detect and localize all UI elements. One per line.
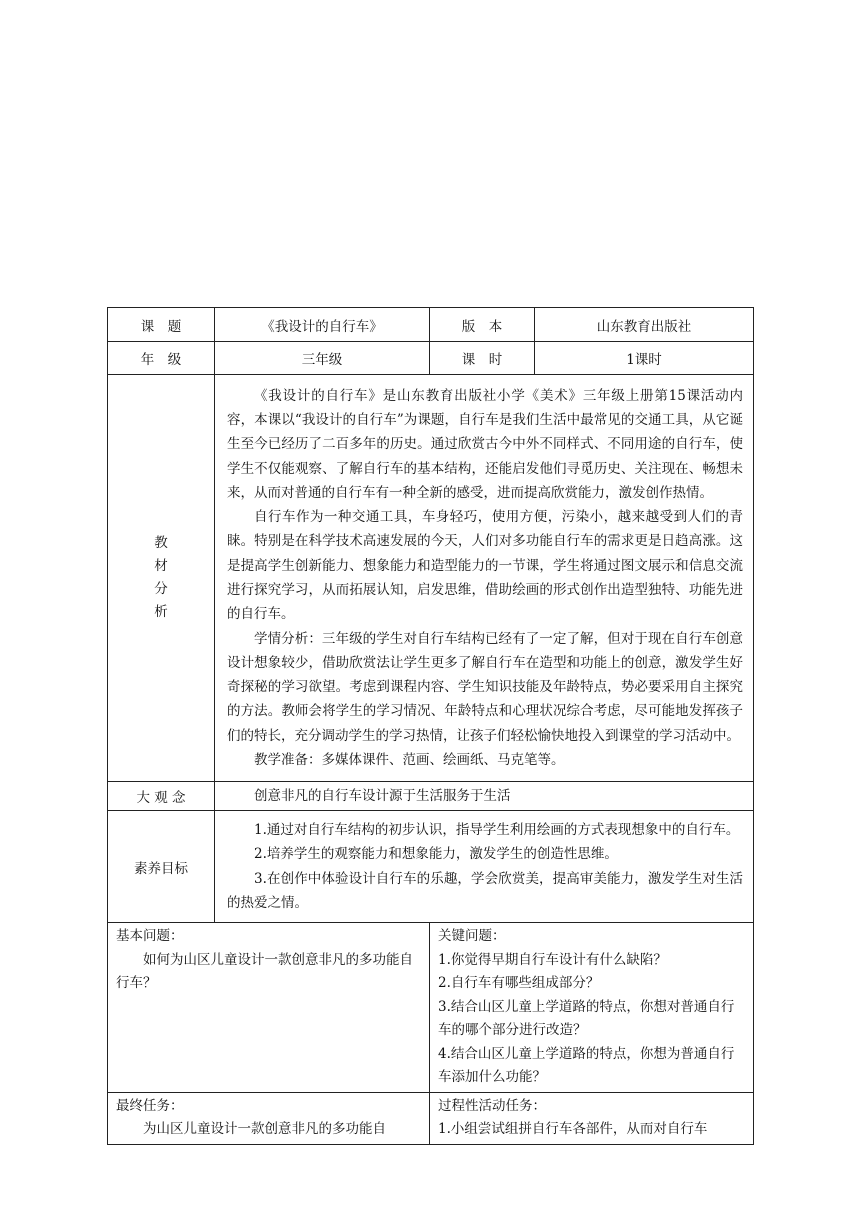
basic-question-text: 如何为山区儿童设计一款创意非凡的多功能自行车？ (116, 951, 413, 991)
key-questions-cell (430, 923, 754, 1093)
final-task-cell (108, 1092, 430, 1144)
analysis-paragraph: 《我设计的自行车》是山东教育出版社小学《美术》三年级上册第15课活动内容，本课以“我设计的自行车”为课题，自行车是我们生活中最常见的交通工具，从它诞生至今已经历了二百多年的历史。通过欣赏古今中外不同样式、不同用途的自行车，使学生不仅能观察、了解自行车的基本结构，还能启发他们寻觅历史、关注现在、畅想未来，从而对普通的自行车有一种全新的感受，进而提高欣赏能力，激发创作热情。 (227, 387, 743, 501)
title-row (108, 308, 754, 342)
analysis-label-char: 教 (154, 535, 168, 551)
analysis-label-char: 分 (154, 581, 168, 597)
lesson-plan-table (107, 307, 754, 1145)
grade-label: 年 级 (108, 342, 215, 375)
key-question-item: 4.结合山区儿童上学道路的特点，你想为普通自行车添加什么功能？ (438, 1045, 735, 1085)
big-idea-label: 大 观 念 (108, 782, 215, 811)
key-question-item: 2.自行车有哪些组成部分？ (438, 975, 600, 991)
key-question-item: 1.你觉得早期自行车设计有什么缺陷？ (438, 951, 667, 968)
key-question-item: 3.结合山区儿童上学道路的特点，你想对普通自行车的哪个部分进行改造？ (438, 998, 735, 1038)
analysis-row (108, 375, 754, 782)
big-idea-value: 创意非凡的自行车设计源于生活服务于生活 (215, 782, 754, 811)
analysis-paragraph: 自行车作为一种交通工具，车身轻巧，使用方便，污染小，越来越受到人们的青睐。特别是在科学技术高速发展的今天，人们对多功能自行车的需求更是日趋高涨。这是提高学生创新能力、想象能力和造型能力的一节课，学生将通过图文展示和信息交流进行探究学习，从而拓展认知，启发思维，借助绘画的形式创作出造型独特、功能先进的自行车。 (227, 509, 743, 623)
title-value: 《我设计的自行车》 (215, 308, 430, 342)
edition-value: 山东教育出版社 (535, 308, 754, 342)
basic-question-title: 基本问题： (116, 928, 184, 944)
analysis-paragraph: 学情分析：三年级的学生对自行车结构已经有了一定了解，但对于现在自行车创意设计想象较少，借助欣赏法让学生更多了解自行车在造型和功能上的创意，激发学生好奇探秘的学习欲望。考虑到课程内容、学生知识技能及年龄特点，势必要采用自主探究的方法。教师会将学生的学习情况、年龄特点和心理状况综合考虑，尽可能地发挥孩子们的特长，充分调动学生的学习热情，让孩子们轻松愉快地投入到课堂的学习活动中。 (227, 630, 743, 744)
analysis-label-char: 析 (154, 604, 168, 620)
analysis-paragraph: 教学准备：多媒体课件、范画、绘画纸、马克笔等。 (254, 752, 565, 769)
questions-row (108, 923, 754, 1093)
final-task-title: 最终任务： (116, 1097, 184, 1114)
key-questions-title: 关键问题： (438, 928, 506, 944)
analysis-label-char: 材 (154, 558, 168, 574)
analysis-content (215, 375, 754, 782)
analysis-label (108, 375, 215, 782)
goals-content (215, 811, 754, 923)
basic-question-cell (108, 923, 430, 1093)
process-task-title: 过程性活动任务： (438, 1097, 546, 1114)
edition-label: 版 本 (430, 308, 535, 342)
period-value: 1课时 (535, 342, 754, 375)
goals-label: 素养目标 (108, 811, 215, 923)
tasks-row (108, 1092, 754, 1144)
goal-item: 2.培养学生的观察能力和想象能力，激发学生的创造性思维。 (254, 846, 618, 863)
grade-row (108, 342, 754, 375)
final-task-text: 为山区儿童设计一款创意非凡的多功能自 (143, 1121, 386, 1137)
big-idea-row (108, 782, 754, 811)
title-label: 课 题 (108, 308, 215, 342)
goal-item: 3.在创作中体验设计自行车的乐趣，学会欣赏美，提高审美能力，激发学生对生活的热爱之情。 (227, 870, 743, 911)
grade-value: 三年级 (215, 342, 430, 375)
goal-item: 1.通过对自行车结构的初步认识，指导学生利用绘画的方式表现想象中的自行车。 (254, 821, 740, 838)
process-task-cell (430, 1092, 754, 1144)
goals-row (108, 811, 754, 923)
process-task-text: 1.小组尝试组拼自行车各部件，从而对自行车 (438, 1121, 708, 1137)
period-label: 课 时 (430, 342, 535, 375)
